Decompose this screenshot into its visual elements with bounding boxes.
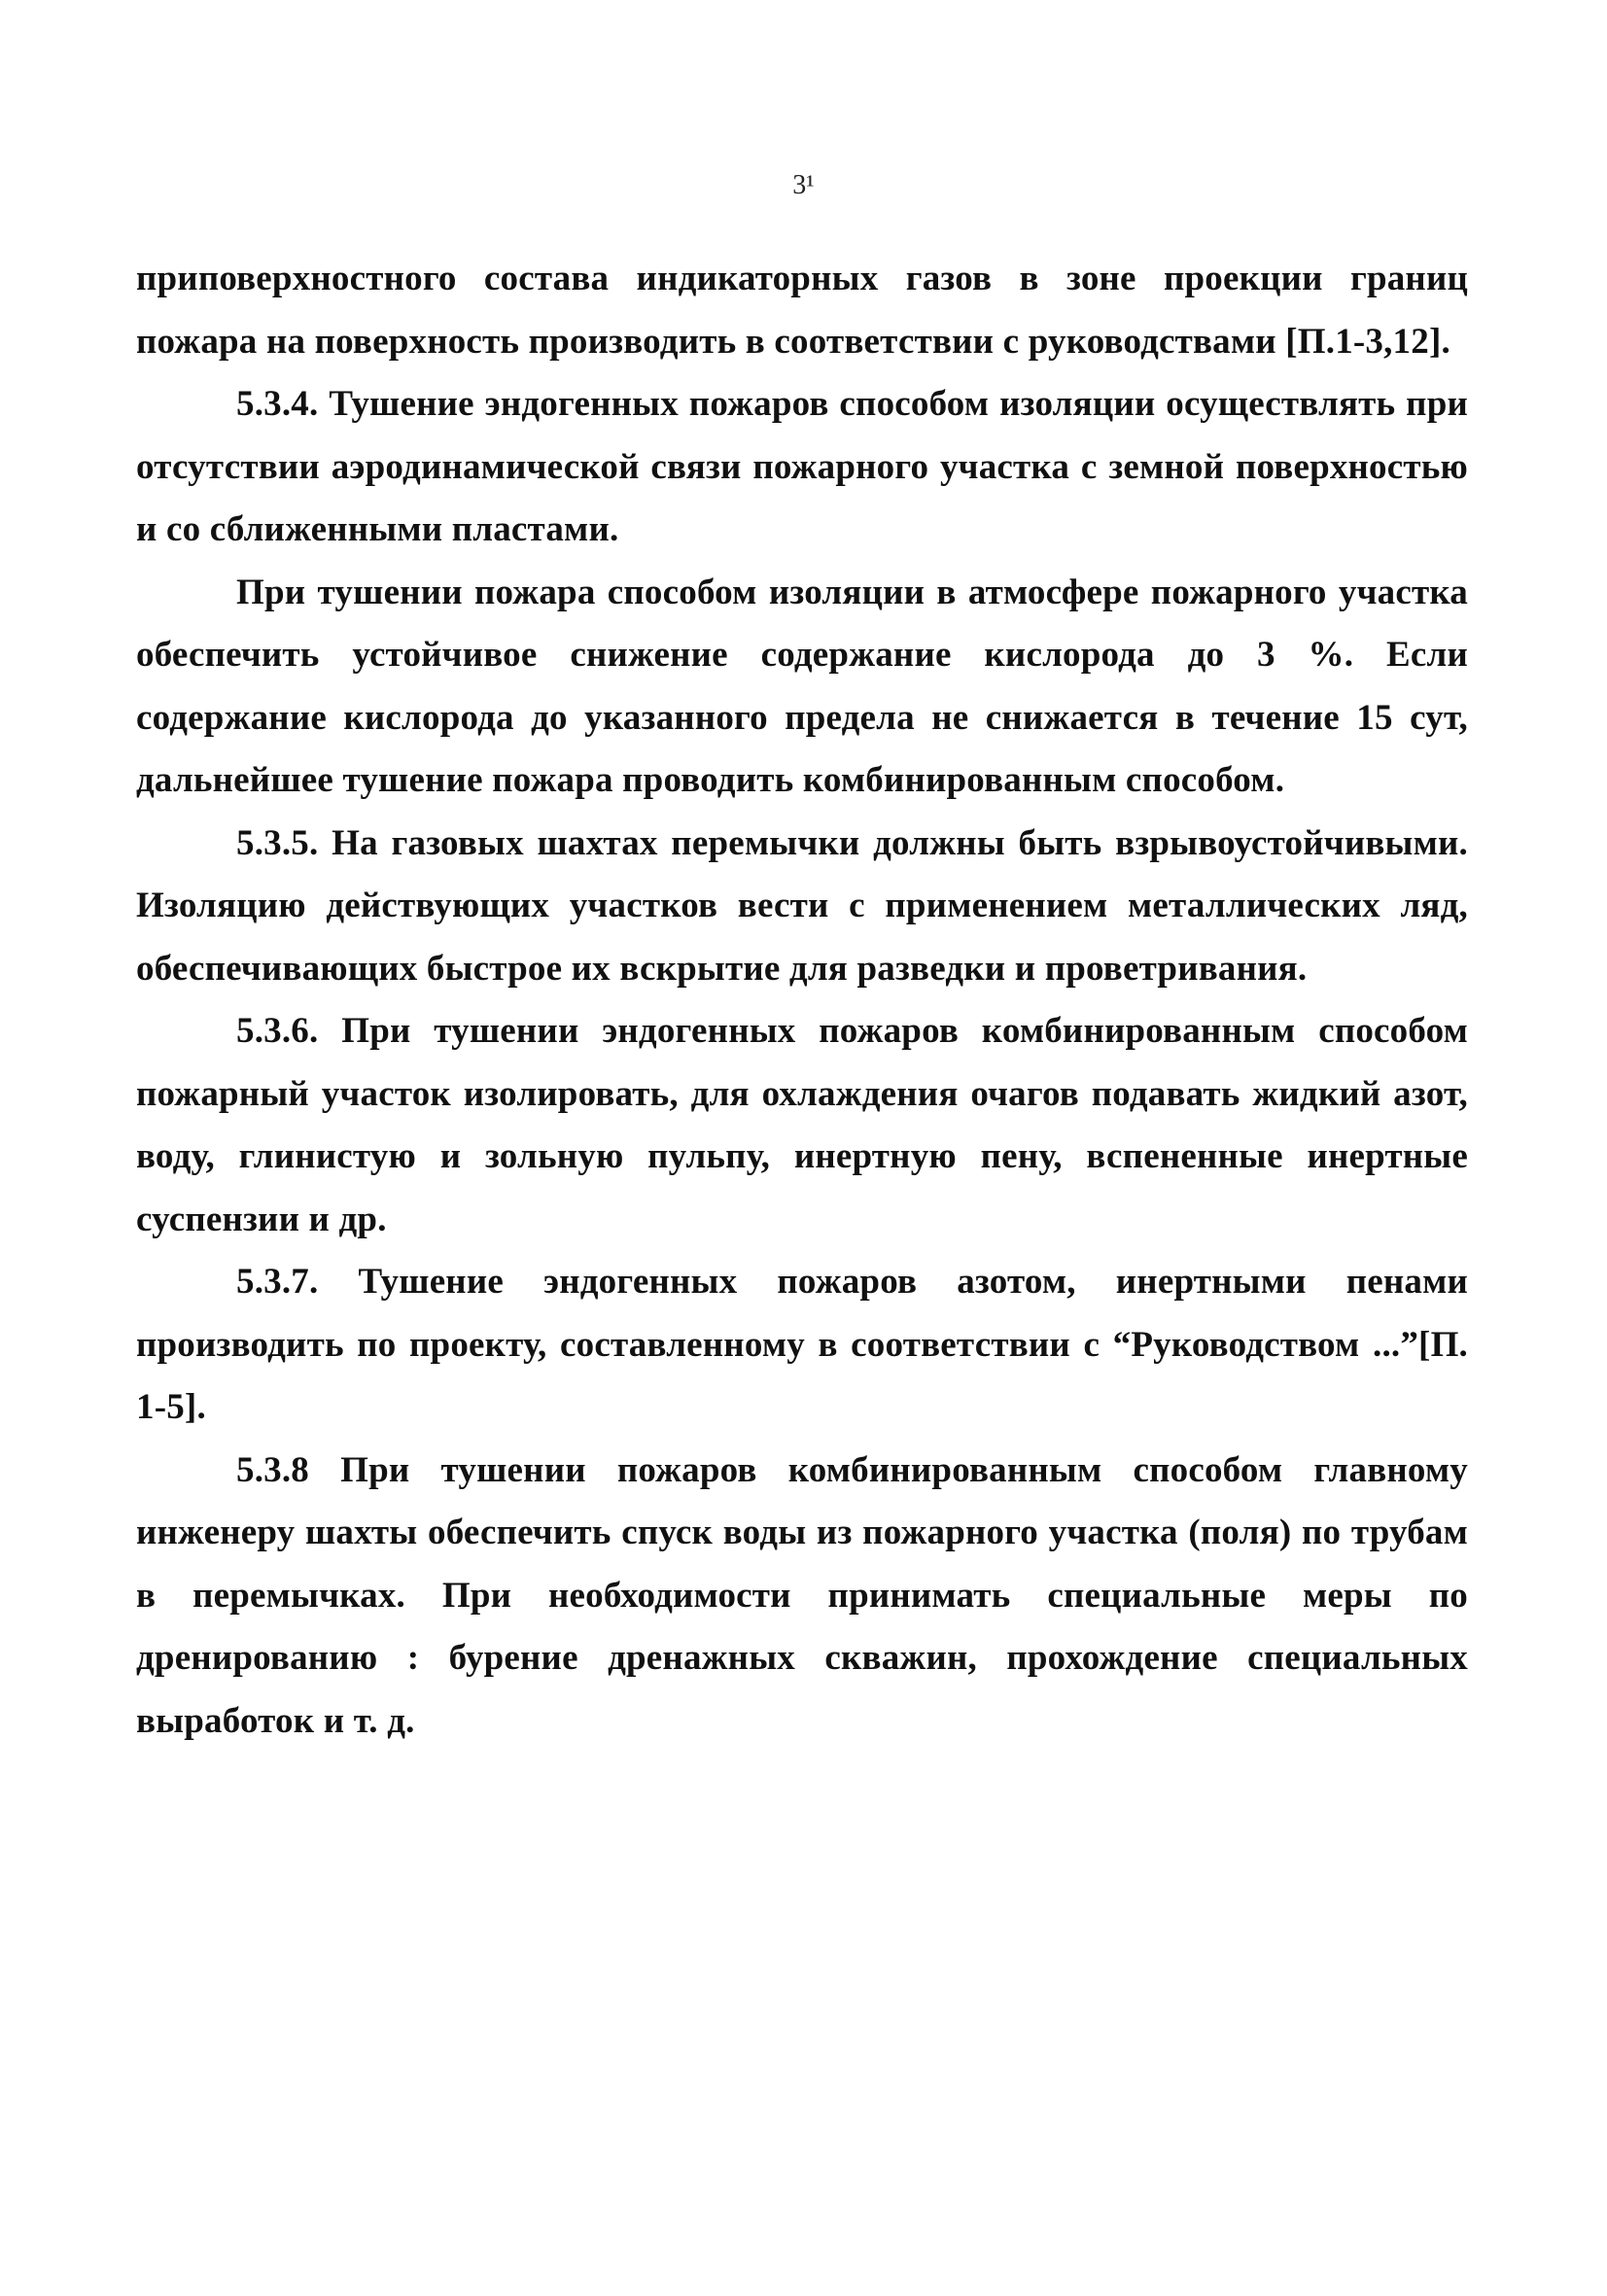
paragraph-5-3-7: 5.3.7. Тушение эндогенных пожаров азотом, инертными пенами производить по проекту, составленному в соответствии с “Руководством ...”[П. 1-5]. [136,1262,1468,1427]
paragraph-5-3-4: 5.3.4. Тушение эндогенных пожаров способом изоляции осуществлять при отсутствии аэродинамической связи пожарного участка с земной поверхностью и со сближенными пластами. [136,384,1468,549]
document-body [136,248,1468,1753]
paragraph-5-3-8: 5.3.8 При тушении пожаров комбинированным способом главному инженеру шахты обеспечить спуск воды из пожарного участка (поля) по трубам в перемычках. При необходимости принимать специальные меры по дренированию : бурение дренажных скважин, прохождение специальных выработок и т. д. [136,1449,1468,1741]
paragraph-continuation: приповерхностного состава индикаторных газов в зоне проекции границ пожара на поверхность производить в соответствии с руководствами [П.1-3,12]. [136,259,1468,362]
paragraph-5-3-5: 5.3.5. На газовых шахтах перемычки должны быть взрывоустойчивыми. Изоляцию действующих участков вести с применением металлических ляд, обеспечивающих быстрое их вскрытие для разведки и проветривания. [136,822,1468,989]
paragraph-isolation-oxygen: При тушении пожара способом изоляции в атмосфере пожарного участка обеспечить устойчивое снижение содержание кислорода до 3 %. Если содержание кислорода до указанного предела не снижается в течение 15 сут, дальнейшее тушение пожара проводить комбинированным способом. [136,572,1468,800]
page-number: 3¹ [792,170,815,200]
paragraph-5-3-6: 5.3.6. При тушении эндогенных пожаров комбинированным способом пожарный участок изолировать, для охлаждения очагов подавать жидкий азот, воду, глинистую и зольную пульпу, инертную пену, вспененные инертные суспензии и др. [136,1011,1468,1239]
